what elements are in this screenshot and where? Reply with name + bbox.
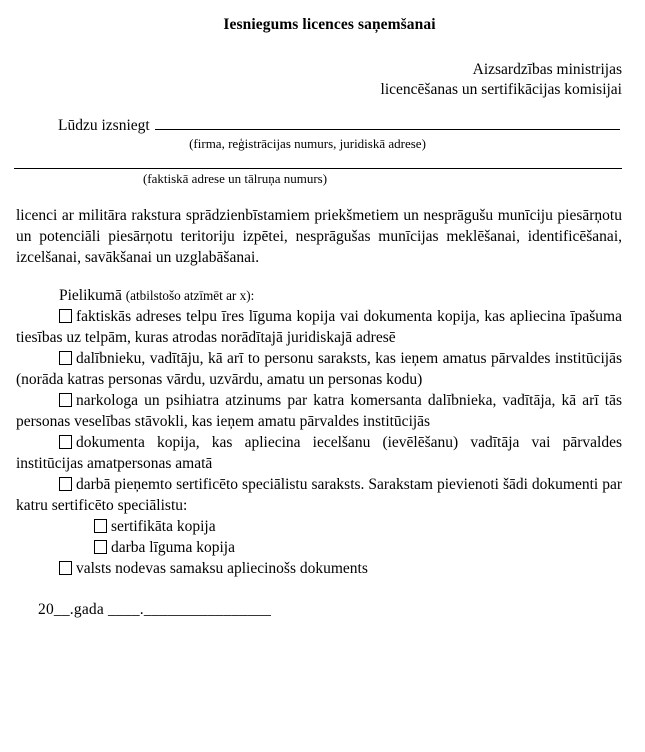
- checkbox-icon[interactable]: [59, 393, 72, 407]
- company-details-input-rule[interactable]: [155, 116, 620, 130]
- checkbox-icon[interactable]: [59, 477, 72, 491]
- checkbox-icon[interactable]: [59, 351, 72, 365]
- checkbox-item-label: valsts nodevas samaksu apliecinošs dokuments: [76, 560, 368, 577]
- checkbox-item: [16, 558, 622, 579]
- sub-checkbox-item-label: sertifikāta kopija: [111, 518, 216, 535]
- attachments-note: (atbilstošo atzīmēt ar x):: [125, 288, 255, 303]
- checkbox-item-label: faktiskās adreses telpu īres līguma kopija vai dokumenta kopija, kas apliecina īpašuma tiesības uz telpām, kuras atrodas norādītajā juridiskajā adresē: [16, 308, 622, 346]
- checkbox-icon[interactable]: [59, 561, 72, 575]
- actual-address-input-rule[interactable]: [14, 168, 622, 169]
- checkbox-icon[interactable]: [59, 309, 72, 323]
- checkbox-icon[interactable]: [59, 435, 72, 449]
- attachments-heading-row: [16, 285, 622, 306]
- field-caption-company: (firma, reģistrācijas numurs, juridiskā adrese): [189, 136, 426, 151]
- addressee-line-2: licencēšanas un sertifikācijas komisijai: [380, 81, 622, 98]
- addressee-line-1: Aizsardzības ministrijas: [472, 61, 622, 78]
- addressee-block: [0, 60, 645, 100]
- checkbox-item: [16, 474, 622, 516]
- body-paragraph: licenci ar militāra rakstura sprādzienbīstamiem priekšmetiem un nesprāgušu munīciju piesārņotu un potenciāli piesārņotu teritoriju izpētei, nesprāgušas munīcijas meklēšanai, identificēšanai, izcelšanai, savākšanai un uzglabāšanai.: [16, 207, 622, 266]
- checkbox-item: [16, 432, 622, 474]
- page-title: Iesniegums licences saņemšanai: [223, 16, 436, 33]
- date-line[interactable]: 20__.gada ____.________________: [38, 601, 272, 618]
- checkbox-item: [16, 306, 622, 348]
- checkbox-item-label: dalībnieku, vadītāju, kā arī to personu saraksts, kas ieņem amatus pārvaldes institūcijās (norāda katras personas vārdu, uzvārdu, amatu un personas kodu): [16, 350, 622, 388]
- sub-checkbox-item: [16, 516, 622, 537]
- attachments-heading: Pielikumā: [59, 287, 122, 304]
- request-label: Lūdzu izsniegt: [58, 117, 150, 134]
- document-page: [0, 16, 645, 752]
- checkbox-item: [16, 390, 622, 432]
- field-caption-address: (faktiskā adrese un tālruņa numurs): [142, 171, 328, 186]
- checkbox-item-label: dokumenta kopija, kas apliecina iecelšanu (ievēlēšanu) vadītāja vai pārvaldes institūcijas amatpersonas amatā: [16, 434, 622, 472]
- checkbox-item-label: narkologa un psihiatra atzinums par katra komersanta dalībnieka, vadītāja, kā arī tās personas veselības stāvokli, kas ieņem amatu pārvaldes institūcijās: [16, 392, 622, 430]
- sub-checkbox-item: [16, 537, 622, 558]
- request-field-row: [0, 116, 645, 135]
- checkbox-icon[interactable]: [94, 540, 107, 554]
- checkbox-icon[interactable]: [94, 519, 107, 533]
- checkbox-item-label: darbā pieņemto sertificēto speciālistu saraksts. Sarakstam pievienoti šādi dokumenti par katru sertificēto speciālistu:: [16, 476, 622, 514]
- sub-checkbox-item-label: darba līguma kopija: [111, 539, 235, 556]
- checkbox-item: [16, 348, 622, 390]
